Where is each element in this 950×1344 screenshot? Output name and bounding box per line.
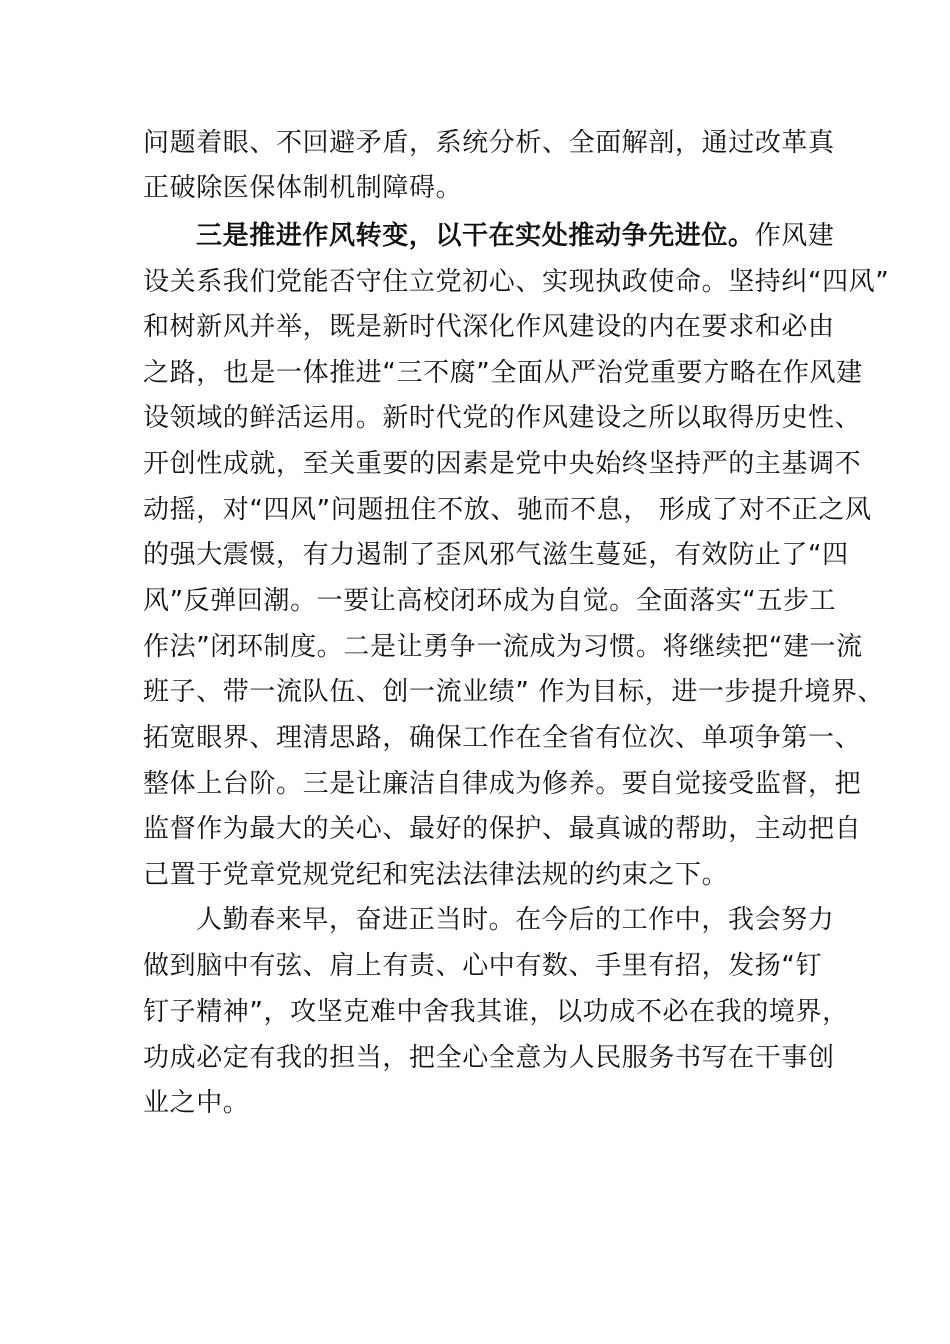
- paragraph-line: 作法”闭环制度。二是让勇争一流成为习惯。将继续把“建一流: [143, 632, 863, 662]
- paragraph-line: 功成必定有我的担当，把全心全意为人民服务书写在干事创: [143, 1043, 835, 1073]
- paragraph-line: 之路，也是一体推进“三不腐”全面从严治党重要方略在作风建: [143, 358, 863, 388]
- paragraph-line: 开创性成就，至关重要的因素是党中央始终坚持严的主基调不: [143, 449, 862, 479]
- paragraph-line: 设领域的鲜活运用。新时代党的作风建设之所以取得历史性、: [143, 403, 862, 433]
- paragraph-line: 设关系我们党能否守住立党初心、实现执政使命。坚持纠“四风”: [143, 267, 890, 297]
- paragraph-line: 正破除医保体制机制障碍。: [143, 173, 463, 203]
- paragraph-line: 己置于党章党规党纪和宪法法律法规的约束之下。: [143, 860, 729, 890]
- paragraph-line: 监督作为最大的关心、最好的保护、最真诚的帮助，主动把自: [143, 814, 862, 844]
- paragraph-first-line: [196, 213, 834, 259]
- paragraph-line: 钉子精神”，攻坚克难中舍我其谁，以功成不必在我的境界，: [143, 997, 849, 1027]
- paragraph-line: 整体上台阶。三是让廉洁自律成为修养。要自觉接受监督，把: [143, 769, 862, 799]
- paragraph-text: 作风建: [754, 221, 835, 251]
- paragraph-line: 风”反弹回潮。一要让高校闭环成为自觉。全面落实“五步工: [143, 586, 837, 616]
- paragraph-line: 和树新风并举，既是新时代深化作风建设的内在要求和必由: [143, 312, 835, 342]
- paragraph-first-line: 人勤春来早，奋进正当时。在今后的工作中，我会努力: [196, 905, 835, 935]
- section-heading: 三是推进作风转变，以干在实处推动争先进位。: [196, 221, 755, 251]
- paragraph-line: 拓宽眼界、理清思路，确保工作在全省有位次、单项争第一、: [143, 723, 862, 753]
- paragraph-line: 做到脑中有弦、肩上有责、心中有数、手里有招，发扬“钉: [143, 951, 823, 981]
- paragraph-line: 动摇，对“四风”问题扭住不放、驰而不息， 形成了对不正之风: [143, 495, 872, 525]
- paragraph-line: 业之中。: [143, 1088, 250, 1118]
- paragraph-line: 班子、带一流队伍、创一流业绩” 作为目标，进一步提升境界、: [143, 677, 885, 707]
- paragraph-line: 的强大震慑，有力遏制了歪风邪气滋生蔓延，有效防止了“四: [143, 540, 849, 570]
- paragraph-line: 问题着眼、不回避矛盾，系统分析、全面解剖，通过改革真: [143, 128, 835, 158]
